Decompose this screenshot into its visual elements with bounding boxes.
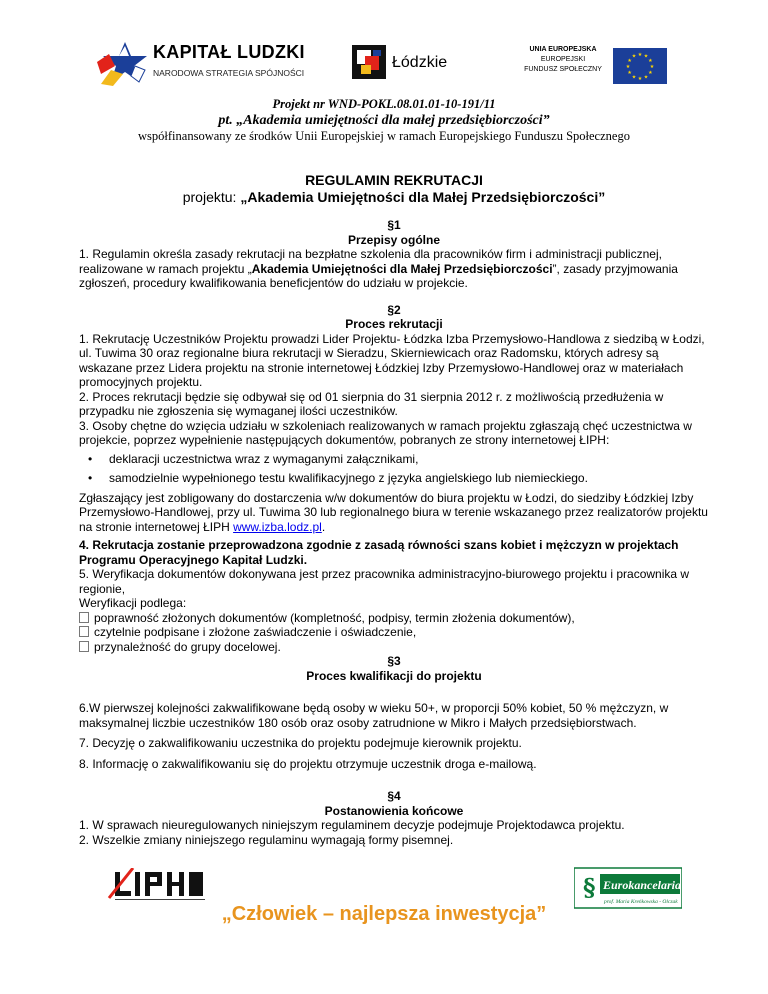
svg-text:★: ★ xyxy=(648,58,653,64)
document-subtitle xyxy=(79,189,709,206)
eu-line-1: UNIA EUROPEJSKA xyxy=(529,46,597,53)
list-item xyxy=(79,640,709,655)
section-3-heading: Proces kwalifikacji do projektu xyxy=(306,668,482,683)
svg-text:★: ★ xyxy=(643,74,649,81)
section-2-paragraph-3: 3. Osoby chętne do wzięcia udziału w szkoleniach realizowanych w ramach projektu zgłaszają chęć uczestnictwa w projekcie, poprzez wypełnienie następujących dokumentów, pobranych ze strony internetowej ŁIPH: xyxy=(79,418,692,447)
document-title: REGULAMIN REKRUTACJI xyxy=(305,172,483,188)
checkbox-glyph-icon xyxy=(79,626,89,637)
s2-p4-text: Zgłaszający jest zobligowany do dostarczenia w/w dokumentów do biura projektu w Łodzi, do siedziby Łódzkiej Izby Przemysłowo-Handlowej, przy ul. Tuwima 30 lub regionalnego biura w terenie wskazanego przez realizatorów projektu na stronie internetowej ŁIPH xyxy=(79,490,708,534)
svg-text:★: ★ xyxy=(631,74,637,81)
section-1-paragraph-1 xyxy=(79,247,709,291)
eu-text xyxy=(518,45,608,75)
checkbox-glyph-icon xyxy=(79,612,89,623)
section-2-paragraph-5: 4. Rekrutacja zostanie przeprowadzona zgodnie z zasadą równości szans kobiet i mężczyzn w projektach Programu Operacyjnego Kapitał Ludzki. xyxy=(79,538,679,567)
section-2-paragraph-4 xyxy=(79,491,709,535)
svg-text:★: ★ xyxy=(649,64,655,70)
list-item: • deklaracji uczestnictwa wraz z wymaganymi załącznikami, xyxy=(79,452,709,467)
section-2-paragraph-1: 1. Rekrutację Uczestników Projektu prowadzi Lider Projektu- Łódzka Izba Przemysłowo-Handlowa z siedzibą w Łodzi, ul. Tuwima 30 oraz regionalne biura rekrutacji w Sieradzu, Skierniewicach oraz Radomsku, których adresy są wskazane przez Lidera projektu na stronie internetowej Łódzkiej Izby Przemysłowo-Handlowej oraz w materiałach promocyjnych projektu. xyxy=(79,331,705,389)
section-3-number: §3 xyxy=(387,654,401,668)
list-item xyxy=(79,625,709,640)
section-3-paragraph-2: 7. Decyzję o zakwalifikowaniu uczestnika do projektu podejmuje kierownik projektu. xyxy=(79,736,522,750)
lodzkie-name: Łódzkie xyxy=(392,54,448,71)
required-documents-list xyxy=(79,452,709,486)
section-2-paragraph-6: 5. Weryfikacja dokumentów dokonywana jest przez pracownika administracyjno-biurowego projektu i pracownika w regionie, xyxy=(79,567,690,596)
s1-p1-text-a: 1. Regulamin określa zasady rekrutacji na bezpłatne szkolenia dla pracowników firm i administracji publicznej, realizowane w ramach projektu „ xyxy=(79,247,662,276)
liph-mark-icon xyxy=(107,868,209,908)
section-4-number: §4 xyxy=(387,789,401,803)
project-cofinanced: współfinansowany ze środków Unii Europejskiej w ramach Europejskiego Funduszu Społecznego xyxy=(138,129,630,143)
section-1-heading: Przepisy ogólne xyxy=(347,232,441,247)
svg-text:★: ★ xyxy=(643,53,649,60)
section-3-paragraph-3: 8. Informację o zakwalifikowaniu się do projektu otrzymuje uczestnik droga e-mailową. xyxy=(79,756,537,771)
svg-text:★: ★ xyxy=(648,70,653,76)
svg-text:★: ★ xyxy=(625,64,631,70)
project-number: Projekt nr WND-POKL.08.01.01-10-191/11 xyxy=(272,97,496,111)
section-2-paragraph-7: Weryfikacji podlega: xyxy=(79,596,187,610)
kapital-ludzki-logo xyxy=(95,40,305,88)
eu-logo xyxy=(518,44,663,90)
list-item: • samodzielnie wypełnionego testu kwalifikacyjnego z języka angielskiego lub niemieckiego. xyxy=(79,471,709,486)
verification-item-text: czytelnie podpisane i złożone zaświadczenie i oświadczenie, xyxy=(94,625,417,639)
kapital-ludzki-subtitle: NARODOWA STRATEGIA SPÓJNOŚCI xyxy=(153,68,305,78)
lodzkie-logo xyxy=(352,45,482,85)
project-title: pt. „Akademia umiejętności dla małej przedsiębiorczości” xyxy=(218,113,550,128)
svg-text:§: § xyxy=(583,873,596,902)
eu-flag-icon xyxy=(613,48,667,84)
svg-text:★: ★ xyxy=(627,70,632,76)
kapital-ludzki-title: KAPITAŁ LUDZKI xyxy=(153,42,305,62)
kapital-ludzki-star-icon xyxy=(95,40,153,88)
verification-item-text: poprawność złożonych dokumentów (kompletność, podpisy, termin złożenia dokumentów), xyxy=(94,610,575,625)
svg-text:★: ★ xyxy=(637,52,643,58)
eu-line-2: EUROPEJSKI xyxy=(540,56,586,63)
checkbox-glyph-icon xyxy=(79,641,89,652)
s2-p4-end: . xyxy=(321,519,326,534)
izba-website-link[interactable]: www.izba.lodz.pl xyxy=(233,519,322,534)
section-4-paragraph-1: 1. W sprawach nieuregulowanych niniejszym regulaminem decyzje podejmuje Projektodawca projektu. xyxy=(79,818,625,832)
lodzkie-mark-icon xyxy=(352,45,386,79)
svg-text:★: ★ xyxy=(627,58,632,64)
s1-p1-text-c: ”, zasady przyjmowania zgłoszeń, procedury kwalifikowania beneficjentów do udziału w projekcie. xyxy=(79,261,678,290)
section-4-heading: Postanowienia końcowe xyxy=(324,803,464,818)
verification-list xyxy=(79,611,709,655)
regulation-document xyxy=(79,172,709,847)
section-1-number: §1 xyxy=(387,218,401,232)
liph-logo xyxy=(107,868,209,908)
footer-slogan: „Człowiek – najlepsza inwestycja” xyxy=(221,903,547,925)
list-item xyxy=(79,611,709,626)
svg-text:Eurokancelaria: Eurokancelaria xyxy=(603,878,682,892)
section-2-number: §2 xyxy=(387,302,401,317)
subtitle-prefix: projektu: xyxy=(182,189,241,205)
section-4-paragraph-2: 2. Wszelkie zmiany niniejszego regulaminu wymagają formy pisemnej. xyxy=(79,832,454,847)
svg-text:★: ★ xyxy=(631,53,637,60)
s1-p1-project-name: Akademia Umiejętności dla Małej Przedsiębiorczości xyxy=(251,261,553,276)
eu-line-3: FUNDUSZ SPOŁECZNY xyxy=(524,66,602,73)
section-3-paragraph-1: 6.W pierwszej kolejności zakwalifikowane będą osoby w wieku 50+, w proporcji 50% kobiet, 50 % mężczyzn, w maksymalnej liczbie uczestników 180 osób oraz osoby zatrudnione w Mikro i Małych przedsiębiorstwach. xyxy=(79,701,669,730)
verification-item-text: przynależność do grupy docelowej. xyxy=(94,639,281,654)
svg-text:★: ★ xyxy=(637,76,643,82)
svg-text:prof. Maria Kreńkowska - Olcza: prof. Maria Kreńkowska - Olczak xyxy=(604,899,678,905)
section-2-paragraph-2: 2. Proces rekrutacji będzie się odbywał się od 01 sierpnia do 31 sierpnia 2012 r. z możliwością przedłużenia w przypadku nie zgłoszenia się wymaganej ilości uczestników. xyxy=(79,389,664,418)
section-2-heading: Proces rekrutacji xyxy=(345,317,443,331)
subtitle-project-name: „Akademia Umiejętności dla Małej Przedsiębiorczości” xyxy=(240,189,606,205)
